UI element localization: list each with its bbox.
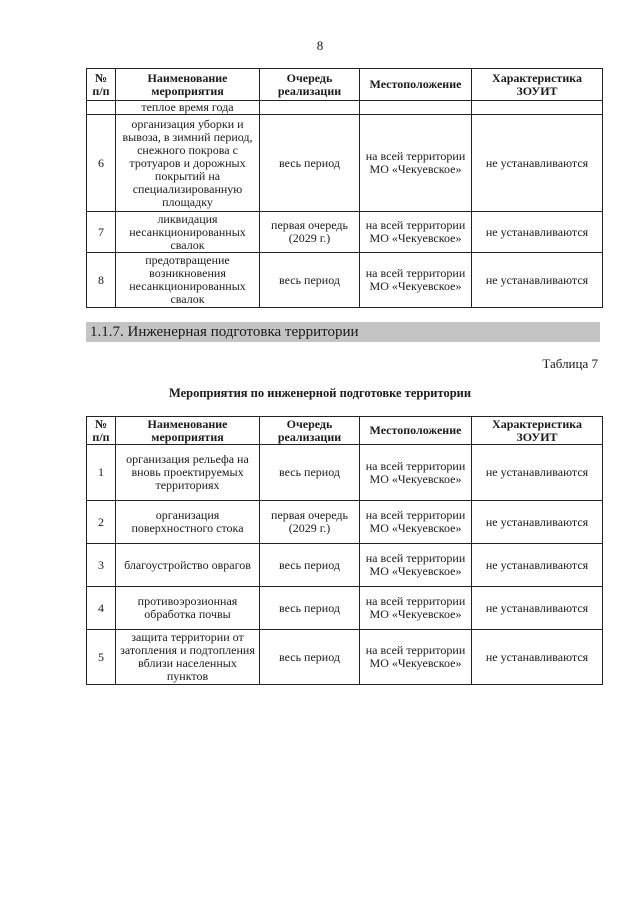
cell-num: 4	[87, 587, 116, 630]
cell-stage: первая очередь (2029 г.)	[260, 212, 360, 253]
table-row	[87, 253, 603, 308]
cell-num: 1	[87, 445, 116, 501]
cell-zone: не устанавливаются	[472, 587, 603, 630]
cell-name: организация уборки и вывоза, в зимний период, снежного покрова с тротуаров и дорожных покрытий на специализированную площадку	[116, 115, 260, 212]
cell-name: противоэрозионная обработка почвы	[116, 587, 260, 630]
cell-num: 2	[87, 501, 116, 544]
header-stage: Очередь реализации	[260, 69, 360, 101]
header-location: Местоположение	[360, 69, 472, 101]
cell-name: организация рельефа на вновь проектируемых территориях	[116, 445, 260, 501]
page-number: 8	[316, 38, 324, 53]
cell-location: на всей территории МО «Чекуевское»	[360, 501, 472, 544]
cell-location: на всей территории МО «Чекуевское»	[360, 115, 472, 212]
header-location: Местоположение	[360, 417, 472, 445]
cell-stage: весь период	[260, 253, 360, 308]
cell-zone: не устанавливаются	[472, 212, 603, 253]
header-zone: Характеристика ЗОУИТ	[472, 69, 603, 101]
header-name: Наименование мероприятия	[116, 417, 260, 445]
cell-name: организация поверхностного стока	[116, 501, 260, 544]
header-num: № п/п	[87, 417, 116, 445]
table-header-row	[87, 417, 603, 445]
cell-location: на всей территории МО «Чекуевское»	[360, 445, 472, 501]
cell-stage: весь период	[260, 115, 360, 212]
cell-name: благоустройство оврагов	[116, 544, 260, 587]
table-row	[87, 212, 603, 253]
section-heading: 1.1.7. Инженерная подготовка территории	[86, 322, 600, 342]
cell-zone: не устанавливаются	[472, 630, 603, 685]
cell-stage: весь период	[260, 587, 360, 630]
cell-name: защита территории от затопления и подтопления вблизи населенных пунктов	[116, 630, 260, 685]
cell-location: на всей территории МО «Чекуевское»	[360, 544, 472, 587]
table-row	[87, 587, 603, 630]
table-engineering-preparation	[86, 416, 603, 685]
cell-name: теплое время года	[116, 101, 260, 115]
cell-stage: весь период	[260, 544, 360, 587]
cell-zone: не устанавливаются	[472, 501, 603, 544]
cell-stage: весь период	[260, 445, 360, 501]
cell-num: 3	[87, 544, 116, 587]
cell-name: предотвращение возникновения несанкционированных свалок	[116, 253, 260, 308]
cell-num: 5	[87, 630, 116, 685]
table-caption: Таблица 7	[542, 356, 598, 371]
table-row	[87, 630, 603, 685]
table-title: Мероприятия по инженерной подготовке территории	[168, 386, 472, 400]
header-num: № п/п	[87, 69, 116, 101]
table-header-row	[87, 69, 603, 101]
header-zone: Характеристика ЗОУИТ	[472, 417, 603, 445]
table-row	[87, 501, 603, 544]
header-stage: Очередь реализации	[260, 417, 360, 445]
cell-stage: весь период	[260, 630, 360, 685]
cell-location: на всей территории МО «Чекуевское»	[360, 587, 472, 630]
cell-zone: не устанавливаются	[472, 544, 603, 587]
cell-zone: не устанавливаются	[472, 115, 603, 212]
cell-zone: не устанавливаются	[472, 253, 603, 308]
table-row	[87, 445, 603, 501]
cell-location: на всей территории МО «Чекуевское»	[360, 253, 472, 308]
cell-location: на всей территории МО «Чекуевское»	[360, 630, 472, 685]
cell-stage: первая очередь (2029 г.)	[260, 501, 360, 544]
cell-name: ликвидация несанкционированных свалок	[116, 212, 260, 253]
table-environment-measures	[86, 68, 603, 308]
header-name: Наименование мероприятия	[116, 69, 260, 101]
cell-num: 6	[87, 115, 116, 212]
cell-num: 7	[87, 212, 116, 253]
cell-zone: не устанавливаются	[472, 445, 603, 501]
table-row	[87, 101, 603, 115]
table-row	[87, 544, 603, 587]
cell-location: на всей территории МО «Чекуевское»	[360, 212, 472, 253]
cell-num: 8	[87, 253, 116, 308]
table-row	[87, 115, 603, 212]
